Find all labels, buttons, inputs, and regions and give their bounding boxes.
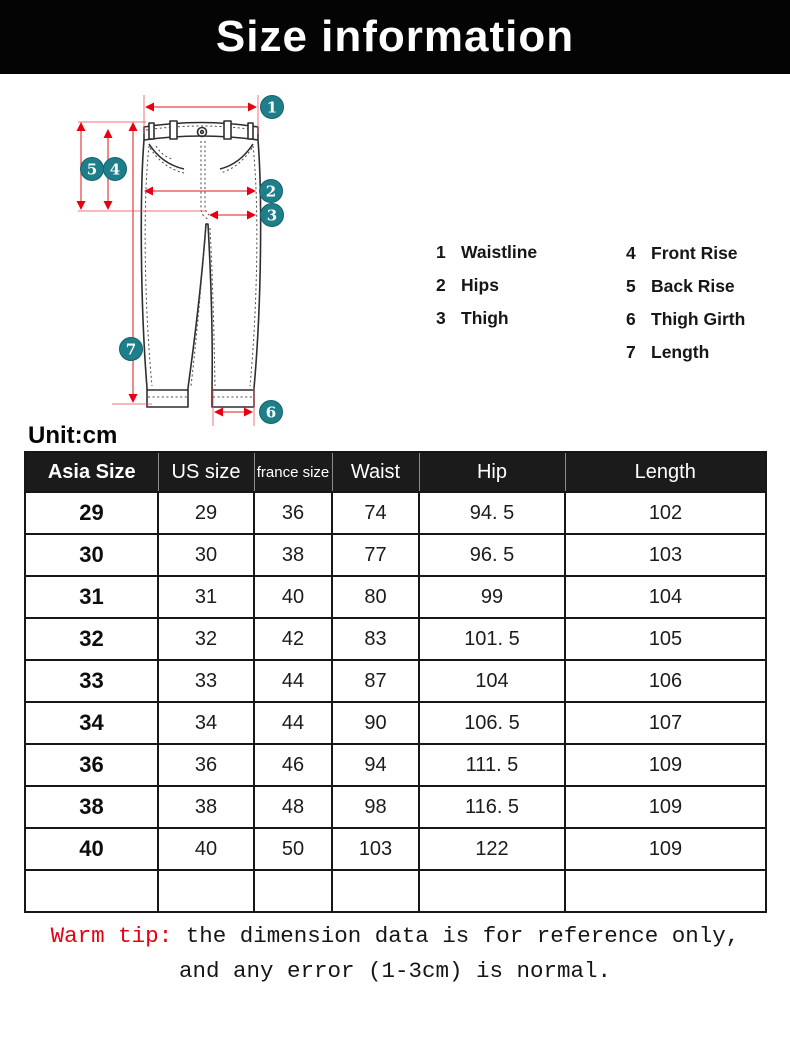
- table-cell: 83: [332, 618, 419, 660]
- table-cell: 40: [25, 828, 158, 870]
- table-cell: 107: [565, 702, 766, 744]
- table-cell: 34: [25, 702, 158, 744]
- legend-item-thigh: 3 Thigh: [436, 308, 509, 328]
- legend-item-back-rise: 5 Back Rise: [626, 276, 735, 296]
- table-cell: 40: [254, 576, 332, 618]
- table-cell: 48: [254, 786, 332, 828]
- table-row: [25, 744, 766, 786]
- table-cell: 31: [158, 576, 254, 618]
- table-cell: [254, 870, 332, 912]
- table-row: [25, 828, 766, 870]
- table-cell: 102: [565, 492, 766, 534]
- table-cell: 38: [25, 786, 158, 828]
- marker-3-num: 3: [266, 206, 278, 225]
- column-header-hip: Hip: [419, 452, 565, 492]
- table-cell: 103: [332, 828, 419, 870]
- legend-item-waistline: 1 Waistline: [436, 242, 538, 262]
- title-bar: [0, 0, 790, 74]
- warm-tip-line1: Warm tip: the dimension data is for reference only,: [50, 923, 740, 949]
- table-cell: 122: [419, 828, 565, 870]
- table-cell: 38: [158, 786, 254, 828]
- table-row: [25, 576, 766, 618]
- table-cell: 101. 5: [419, 618, 565, 660]
- legend-item-thigh-girth: 6 Thigh Girth: [626, 309, 746, 329]
- table-cell: 36: [25, 744, 158, 786]
- table-cell: 50: [254, 828, 332, 870]
- warm-tip-line2: and any error (1-3cm) is normal.: [178, 958, 612, 984]
- table-cell: 29: [25, 492, 158, 534]
- table-cell: 104: [565, 576, 766, 618]
- table-row: [25, 534, 766, 576]
- size-table-header-row: [25, 452, 766, 492]
- table-cell: 32: [25, 618, 158, 660]
- table-cell: 34: [158, 702, 254, 744]
- legend-item-front-rise: 4 Front Rise: [626, 243, 738, 263]
- marker-2-num: 2: [265, 182, 277, 201]
- marker-6-num: 6: [265, 403, 277, 422]
- size-table: [24, 451, 767, 913]
- table-cell: 96. 5: [419, 534, 565, 576]
- table-cell: 42: [254, 618, 332, 660]
- table-cell: 44: [254, 660, 332, 702]
- table-cell: [419, 870, 565, 912]
- table-row: [25, 492, 766, 534]
- table-cell: 94: [332, 744, 419, 786]
- table-cell: 31: [25, 576, 158, 618]
- table-cell: 30: [158, 534, 254, 576]
- table-cell: 116. 5: [419, 786, 565, 828]
- table-cell: 105: [565, 618, 766, 660]
- table-cell: 103: [565, 534, 766, 576]
- legend-item-hips: 2 Hips: [436, 275, 499, 295]
- marker-5-num: 5: [86, 160, 98, 179]
- table-cell: 104: [419, 660, 565, 702]
- table-cell: 106: [565, 660, 766, 702]
- column-header-length: Length: [565, 452, 766, 492]
- unit-label: Unit:cm: [28, 422, 118, 449]
- column-header-france-size: france size: [254, 452, 332, 492]
- table-cell: 109: [565, 828, 766, 870]
- table-cell: 38: [254, 534, 332, 576]
- table-row: [25, 870, 766, 912]
- table-cell: [158, 870, 254, 912]
- table-row: [25, 786, 766, 828]
- table-cell: 29: [158, 492, 254, 534]
- table-cell: [332, 870, 419, 912]
- table-cell: 99: [419, 576, 565, 618]
- table-cell: 87: [332, 660, 419, 702]
- table-cell: 80: [332, 576, 419, 618]
- table-cell: 36: [158, 744, 254, 786]
- table-cell: 109: [565, 744, 766, 786]
- column-header-waist: Waist: [332, 452, 419, 492]
- table-cell: 106. 5: [419, 702, 565, 744]
- table-cell: 44: [254, 702, 332, 744]
- table-cell: [565, 870, 766, 912]
- table-cell: 74: [332, 492, 419, 534]
- table-row: [25, 660, 766, 702]
- table-cell: 111. 5: [419, 744, 565, 786]
- table-cell: 32: [158, 618, 254, 660]
- page-title: Size information: [215, 12, 575, 61]
- column-header-asia-size: Asia Size: [25, 452, 158, 492]
- table-cell: 77: [332, 534, 419, 576]
- table-cell: 90: [332, 702, 419, 744]
- marker-4-num: 4: [109, 160, 121, 179]
- table-cell: 94. 5: [419, 492, 565, 534]
- table-cell: 36: [254, 492, 332, 534]
- table-row: [25, 702, 766, 744]
- pants-measurement-diagram: [70, 85, 300, 440]
- marker-1-num: 1: [266, 98, 278, 117]
- table-cell: 98: [332, 786, 419, 828]
- column-header-us-size: US size: [158, 452, 254, 492]
- legend-item-length: 7 Length: [626, 342, 710, 362]
- marker-7-num: 7: [125, 340, 137, 359]
- table-cell: 33: [25, 660, 158, 702]
- table-cell: 109: [565, 786, 766, 828]
- table-cell: 30: [25, 534, 158, 576]
- table-cell: 46: [254, 744, 332, 786]
- warm-tip-label: Warm tip:: [50, 923, 173, 949]
- table-row: [25, 618, 766, 660]
- table-cell: [25, 870, 158, 912]
- table-cell: 33: [158, 660, 254, 702]
- warm-tip: [0, 919, 790, 989]
- table-cell: 40: [158, 828, 254, 870]
- pants-drawing: [141, 121, 260, 407]
